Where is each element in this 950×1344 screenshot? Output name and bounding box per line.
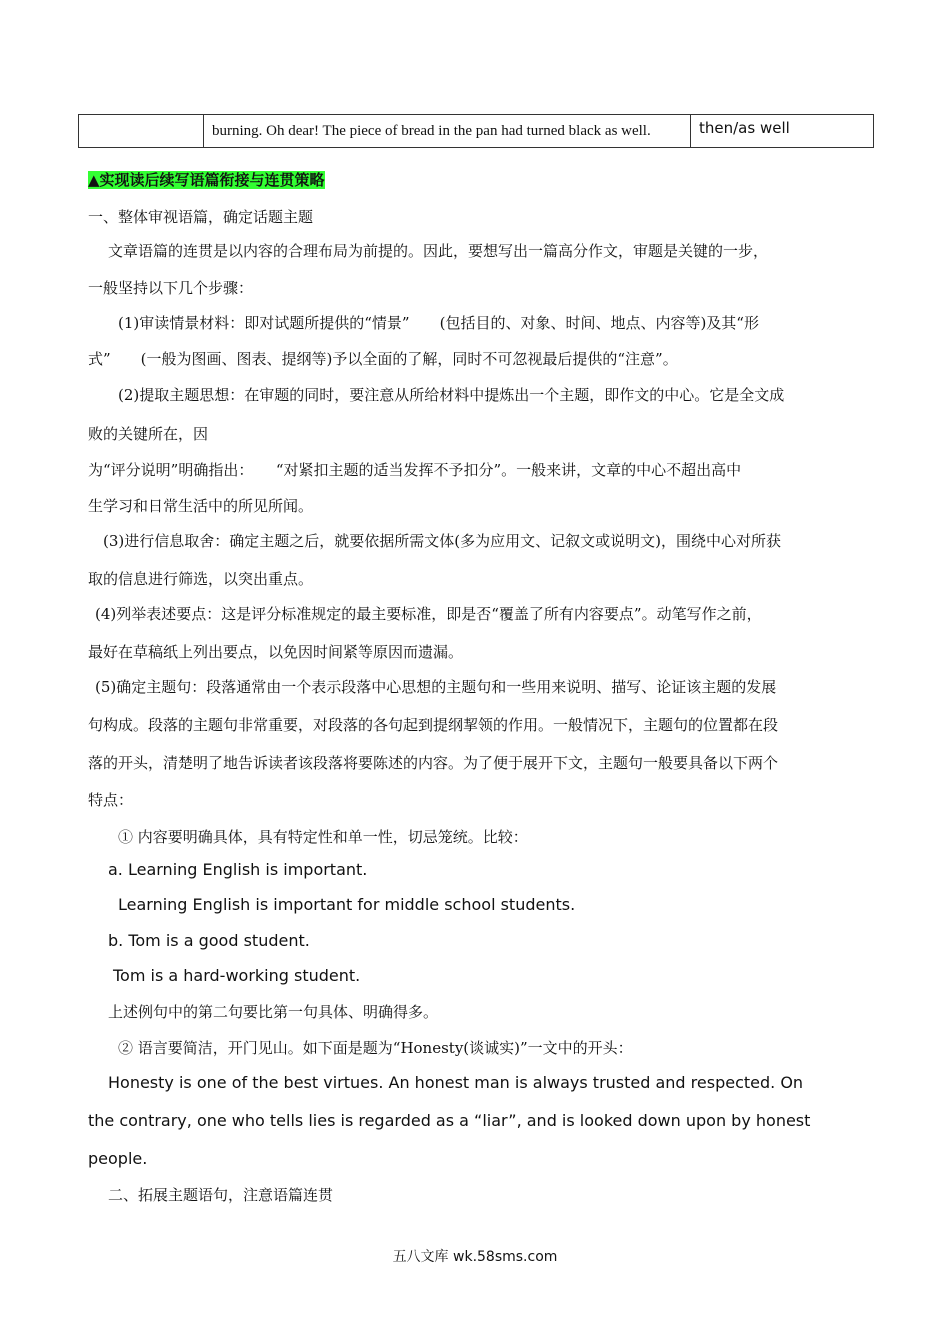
text-line: 落的开头，清楚明了地告诉读者该段落将要陈述的内容。为了便于展开下文，主题句一般要具备以下两个 [88, 754, 779, 772]
text-line: 一般坚持以下几个步骤： [88, 279, 254, 297]
text-line: (1)审读情景材料：即对试题所提供的“情景” (包括目的、对象、时间、地点、内容等)及其“形 [118, 314, 759, 332]
table-cell-text: burning. Oh dear! The piece of bread in the pan had turned black as well. [204, 115, 691, 148]
example-sentence: a. Learning English is important. [108, 860, 368, 879]
table-cell-connective: then/as well [691, 115, 874, 148]
text-line: 最好在草稿纸上列出要点，以免因时间紧等原因而遗漏。 [88, 643, 464, 661]
continuation-table [78, 114, 874, 148]
example-sentence: Tom is a hard-working student. [113, 966, 361, 985]
text-line: (3)进行信息取舍：确定主题之后，就要依据所需文体(多为应用文、记叙文或说明文)，围绕中心对所获 [103, 532, 781, 550]
text-line: (5)确定主题句：段落通常由一个表示段落中心思想的主题句和一些用来说明、描写、论证该主题的发展 [95, 678, 777, 696]
text-line: 生学习和日常生活中的所见所闻。 [88, 497, 314, 515]
text-line: 一、整体审视语篇，确定话题主题 [88, 208, 314, 226]
example-paragraph-line: Honesty is one of the best virtues. An honest man is always trusted and respected. On [108, 1073, 804, 1092]
text-line: ② 语言要简洁，开门见山。如下面是题为“Honesty(谈诚实)”一文中的开头： [118, 1039, 633, 1057]
text-line: 文章语篇的连贯是以内容的合理布局为前提的。因此，要想写出一篇高分作文，审题是关键的一步， [108, 242, 769, 260]
table-cell-empty [79, 115, 204, 148]
example-sentence: b. Tom is a good student. [108, 931, 310, 950]
text-line: 为“评分说明”明确指出： “对紧扣主题的适当发挥不予扣分”。一般来讲，文章的中心不超出高中 [88, 461, 742, 479]
text-line: 上述例句中的第二句要比第一句具体、明确得多。 [108, 1003, 439, 1021]
example-paragraph-line: people. [88, 1149, 148, 1168]
section-title: 二、拓展主题语句，注意语篇连贯 [108, 1186, 334, 1204]
page-footer: 五八文库 wk.58sms.com [392, 1249, 558, 1265]
text-line: (2)提取主题思想：在审题的同时，要注意从所给材料中提炼出一个主题，即作文的中心。它是全文成 [118, 386, 785, 404]
highlighted-heading: ▲实现读后续写语篇衔接与连贯策略 [88, 171, 325, 189]
text-line: 式” (一般为图画、图表、提纲等)予以全面的了解，同时不可忽视最后提供的“注意”。 [88, 350, 678, 368]
text-line: ① 内容要明确具体，具有特定性和单一性，切忌笼统。比较： [118, 828, 528, 846]
text-line: 取的信息进行筛选，以突出重点。 [88, 570, 314, 588]
text-line: (4)列举表述要点：这是评分标准规定的最主要标准，即是否“覆盖了所有内容要点”。动笔写作之前， [95, 605, 762, 623]
text-line: 败的关键所在，因 [88, 425, 209, 443]
table-row [79, 115, 874, 148]
text-line: 句构成。段落的主题句非常重要，对段落的各句起到提纲挈领的作用。一般情况下，主题句的位置都在段 [88, 716, 779, 734]
example-paragraph-line: the contrary, one who tells lies is regarded as a “liar”, and is looked down upon by honest [88, 1111, 811, 1130]
example-sentence: Learning English is important for middle school students. [118, 895, 576, 914]
text-line: 特点： [88, 791, 134, 809]
section-heading [88, 170, 325, 190]
